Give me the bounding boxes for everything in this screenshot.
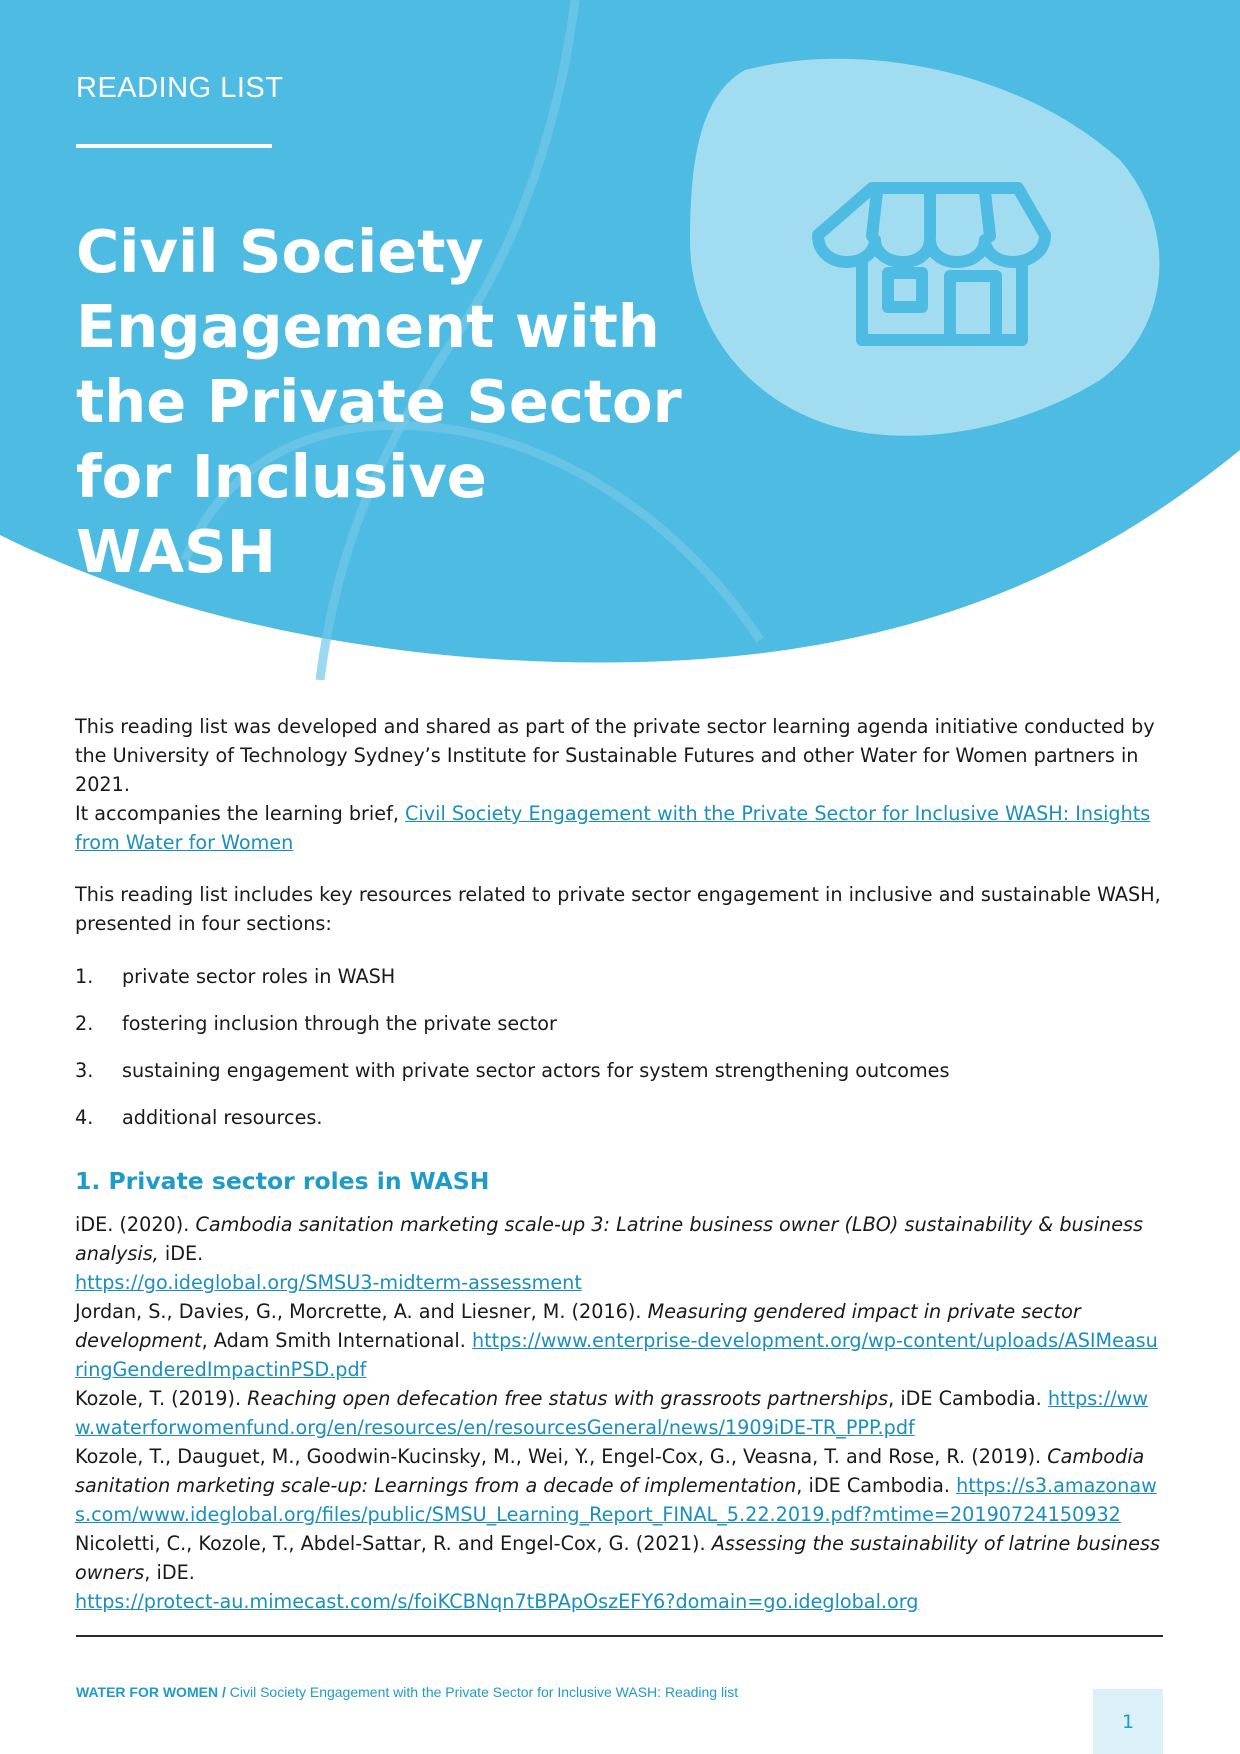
reference-publisher: , iDE Cambodia.	[796, 1474, 957, 1497]
intro-lead: It accompanies the learning brief,	[75, 802, 406, 825]
list-item	[75, 1009, 1165, 1038]
footer-org: WATER FOR WOMEN /	[76, 1684, 226, 1700]
reference-title: Cambodia sanitation marketing scale-up: Learnings from a decade of implementation	[75, 1445, 1145, 1497]
list-number: 2.	[75, 1012, 94, 1035]
page-title: Civil Society Engagement with the Private Sector for Inclusive WASH	[76, 217, 682, 586]
list-item	[75, 1056, 1165, 1085]
document-type-label: READING LIST	[76, 72, 284, 104]
reference-link[interactable]: https://protect-au.mimecast.com/s/foiKCBNqn7tBPApOszEFY6?domain=go.ideglobal.org	[75, 1590, 919, 1613]
list-number: 3.	[75, 1059, 94, 1082]
reference-authors: Kozole, T., Dauguet, M., Goodwin-Kucinsky, M., Wei, Y., Engel-Cox, G., Veasna, T. and Rose, R. (2019).	[75, 1445, 1048, 1468]
reference-authors: Nicoletti, C., Kozole, T., Abdel-Sattar, R. and Engel-Cox, G. (2021).	[75, 1532, 712, 1555]
reference-link[interactable]: https://s3.amazonaws.com/www.ideglobal.org/files/public/SMSU_Learning_Report_FINAL_5.22.2019.pdf?mtime=20190724150932	[75, 1474, 1157, 1526]
list-item	[75, 962, 1165, 991]
footer-doc-title: Civil Society Engagement with the Private Sector for Inclusive WASH: Reading list	[225, 1684, 739, 1700]
reference-entry	[75, 1297, 1165, 1384]
reference-publisher: iDE.	[158, 1242, 204, 1265]
learning-brief-link[interactable]: Civil Society Engagement with the Private Sector for Inclusive WASH: Insights from Water for Women	[75, 802, 1151, 854]
reference-entry	[75, 1384, 1165, 1442]
reference-authors: Kozole, T. (2019).	[75, 1387, 248, 1410]
intro-text: This reading list was developed and shared as part of the private sector learning agenda initiative conducted by the University of Technology Sydney’s Institute for Sustainable Futures and other Water for Women partners in 2021.	[75, 715, 1155, 796]
main-content	[75, 712, 1165, 1616]
reference-authors: iDE. (2020).	[75, 1213, 196, 1236]
reference-publisher: , iDE.	[144, 1561, 195, 1584]
list-item-label: additional resources.	[122, 1106, 323, 1129]
section-heading: 1. Private sector roles in WASH	[75, 1167, 490, 1195]
reference-entry	[75, 1442, 1165, 1529]
reference-title: Cambodia sanitation marketing scale-up 3: Latrine business owner (LBO) sustainability & business analysis,	[75, 1213, 1143, 1265]
list-item-label: sustaining engagement with private sector actors for system strengthening outcomes	[122, 1059, 950, 1082]
reference-link[interactable]: https://go.ideglobal.org/SMSU3-midterm-assessment	[75, 1271, 582, 1294]
reference-title: Measuring gendered impact in private sector development	[75, 1300, 1081, 1352]
list-number: 4.	[75, 1106, 94, 1129]
reference-publisher: , Adam Smith International.	[201, 1329, 472, 1352]
list-item	[75, 1103, 1165, 1132]
reference-publisher: , iDE Cambodia.	[888, 1387, 1048, 1410]
title-divider	[76, 144, 272, 148]
reference-link[interactable]: https://www.enterprise-development.org/wp-content/uploads/ASIMeasuringGenderedImpactinPSD.pdf	[75, 1329, 1158, 1381]
reference-authors: Jordan, S., Davies, G., Morcrette, A. and Liesner, M. (2016).	[75, 1300, 648, 1323]
sections-intro: This reading list includes key resources related to private sector engagement in inclusive and sustainable WASH, presented in four sections:	[75, 883, 1161, 935]
list-number: 1.	[75, 965, 94, 988]
page-number: 1	[1093, 1689, 1163, 1754]
reference-link[interactable]: https://www.waterforwomenfund.org/en/resources/en/resourcesGeneral/news/1909iDE-TR_PPP.pdf	[75, 1387, 1149, 1439]
list-item-label: fostering inclusion through the private sector	[122, 1012, 557, 1035]
intro-paragraph	[75, 712, 1165, 857]
reference-entry	[75, 1210, 1165, 1297]
reference-title: Reaching open defecation free status with grassroots partnerships	[247, 1387, 889, 1410]
footer-caption	[76, 1684, 738, 1700]
list-item-label: private sector roles in WASH	[122, 965, 396, 988]
reference-entry	[75, 1529, 1165, 1616]
reference-title: Assessing the sustainability of latrine business owners	[75, 1532, 1160, 1584]
footer-divider	[76, 1635, 1163, 1637]
sections-list	[75, 962, 1165, 1132]
